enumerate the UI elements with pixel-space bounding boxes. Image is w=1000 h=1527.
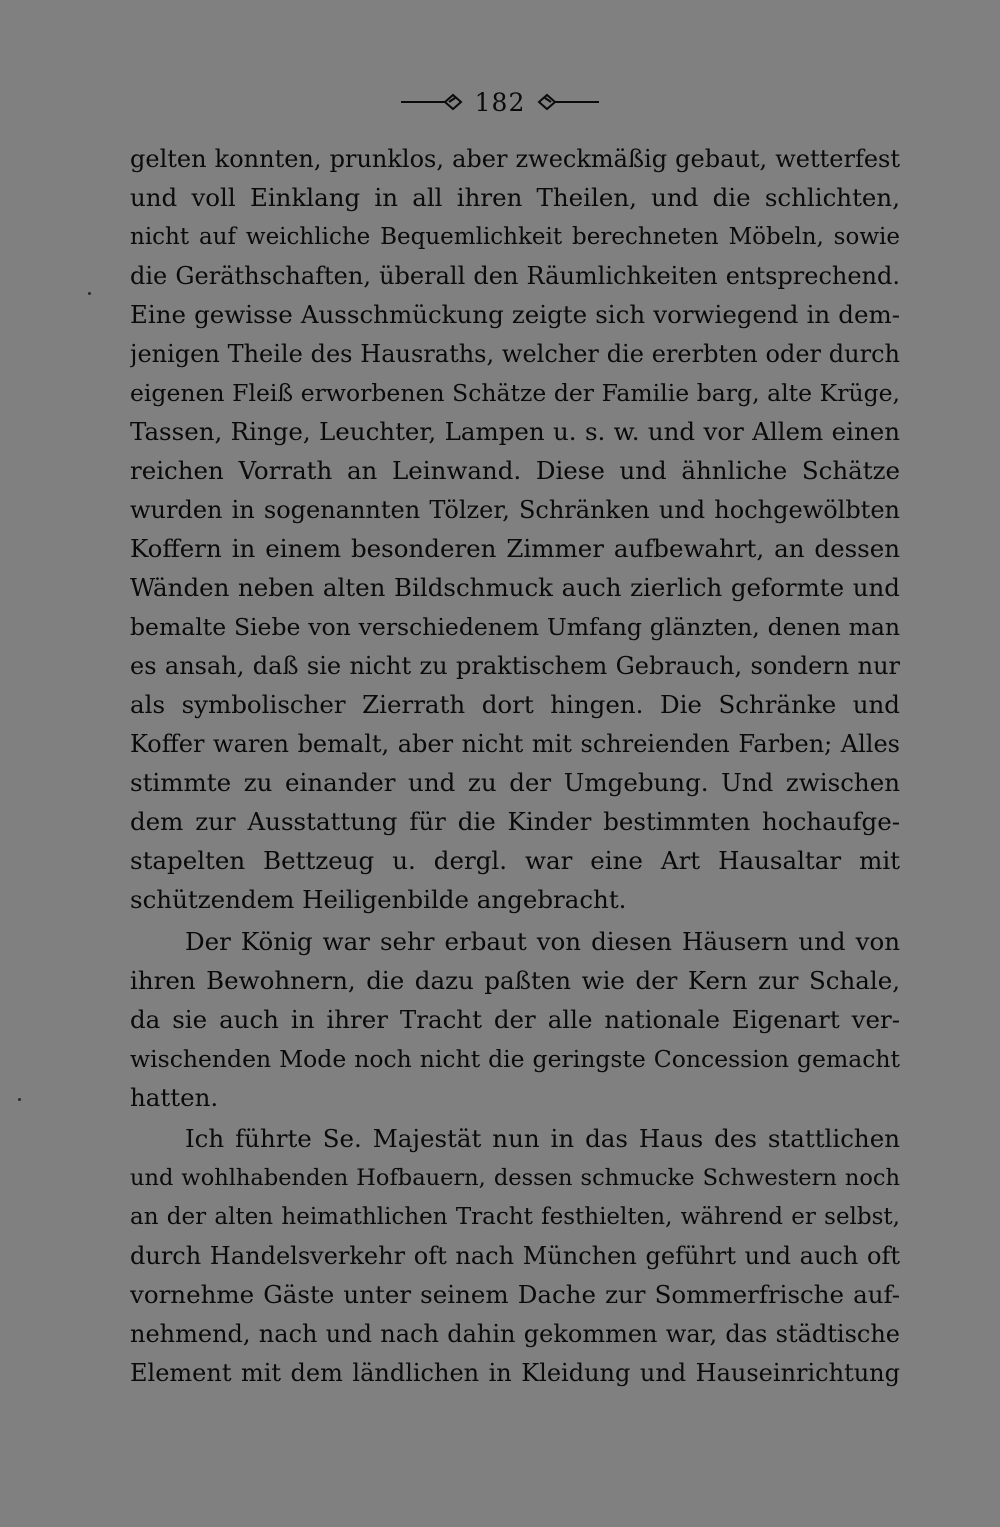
text-line: schützendem Heiligenbilde angebracht. (130, 885, 627, 914)
scan-speck (18, 1098, 21, 1101)
text-line: hatten. (130, 1083, 219, 1112)
left-ornament-icon (401, 92, 465, 112)
page-number: 182 (474, 87, 526, 117)
text-line: Ich führte Se. Majestät nun in das Haus des stattlichen (185, 1124, 900, 1153)
text-line: reichen Vorrath an Leinwand. Diese und ähnliche Schätze (130, 456, 900, 485)
text-line: eigenen Fleiß erworbenen Schätze der Familie barg, alte Krüge, (130, 379, 900, 407)
text-line: gelten konnten, prunklos, aber zweckmäßig gebaut, wetterfest (130, 145, 900, 173)
text-line: es ansah, daß sie nicht zu praktischem Gebrauch, sondern nur (130, 652, 900, 680)
text-line: vornehme Gäste unter seinem Dache zur Sommerfrische auf- (130, 1280, 900, 1309)
text-line: Koffern in einem besonderen Zimmer aufbewahrt, an dessen (130, 534, 900, 563)
text-line: dem zur Ausstattung für die Kinder bestimmten hochaufge- (130, 807, 900, 836)
text-line: Element mit dem ländlichen in Kleidung und Hauseinrichtung (130, 1359, 900, 1387)
text-line: Tassen, Ringe, Leuchter, Lampen u. s. w. und vor Allem einen (130, 417, 900, 446)
scan-speck (88, 292, 91, 295)
text-line: nicht auf weichliche Bequemlichkeit berechneten Möbeln, sowie (130, 224, 900, 250)
text-line: Koffer waren bemalt, aber nicht mit schreienden Farben; Alles (130, 730, 900, 758)
text-line: Eine gewisse Ausschmückung zeigte sich vorwiegend in dem- (130, 300, 900, 329)
text-line: jenigen Theile des Hausraths, welcher die ererbten oder durch (130, 340, 900, 368)
text-line: und voll Einklang in all ihren Theilen, und die schlichten, (130, 183, 900, 212)
page-header (0, 84, 1000, 120)
text-line: Der König war sehr erbaut von diesen Häusern und von (185, 927, 900, 956)
text-line: bemalte Siebe von verschiedenem Umfang glänzten, denen man (130, 613, 900, 641)
text-line: stapelten Bettzeug u. dergl. war eine Art Hausaltar mit (130, 846, 900, 875)
text-line: durch Handelsverkehr oft nach München geführt und auch oft (130, 1242, 900, 1270)
text-line: wischenden Mode noch nicht die geringste Concession gemacht (130, 1045, 900, 1073)
text-line: die Geräthschaften, überall den Räumlichkeiten entsprechend. (130, 262, 900, 290)
text-line: an der alten heimathlichen Tracht festhielten, während er selbst, (130, 1204, 900, 1230)
text-line: als symbolischer Zierrath dort hingen. Die Schränke und (130, 690, 900, 719)
text-line: da sie auch in ihrer Tracht der alle nationale Eigenart ver- (130, 1005, 900, 1034)
text-line: wurden in sogenannten Tölzer, Schränken und hochgewölbten (130, 496, 900, 524)
text-line: und wohlhabenden Hofbauern, dessen schmucke Schwestern noch (130, 1165, 900, 1191)
text-line: ihren Bewohnern, die dazu paßten wie der Kern zur Schale, (130, 966, 900, 995)
text-line: stimmte zu einander und zu der Umgebung. Und zwischen (130, 768, 900, 797)
right-ornament-icon (535, 92, 599, 112)
text-line: Wänden neben alten Bildschmuck auch zierlich geformte und (130, 573, 900, 602)
text-line: nehmend, nach und nach dahin gekommen war, das städtische (130, 1320, 900, 1348)
